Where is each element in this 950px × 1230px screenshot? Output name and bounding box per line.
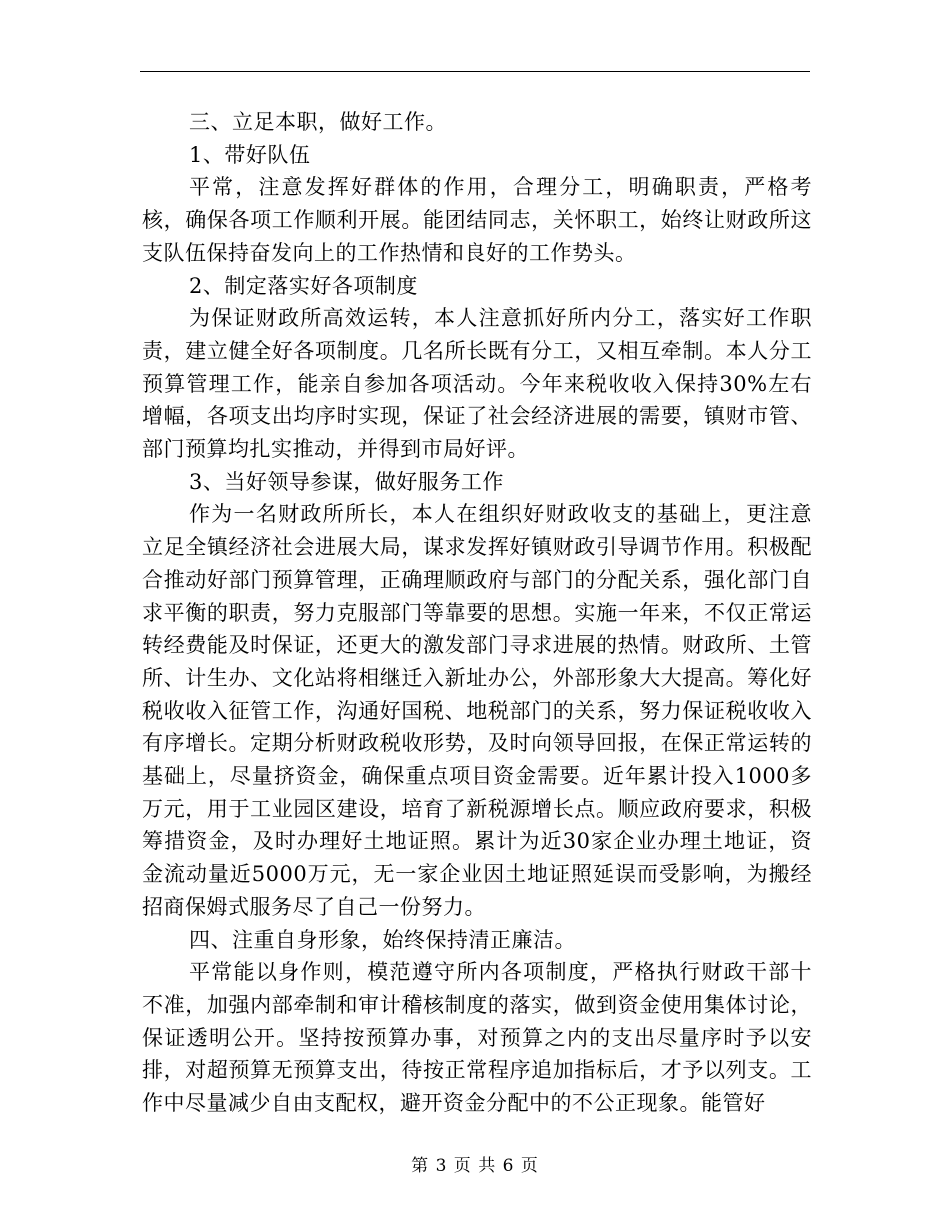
body-paragraph: 为保证财政所高效运转，本人注意抓好所内分工，落实好工作职责，建立健全好各项制度。几名所长既有分工，又相互牵制。本人分工预算管理工作，能亲自参加各项活动。今年来税收收入保持30%左右增幅，各项支出均序时实现，保证了社会经济进展的需要，镇财市管、部门预算均扎实推动，并得到市局好评。 [142, 306, 812, 462]
document-body [142, 106, 812, 1120]
subsection-heading: 3、当好领导参谋，做好服务工作 [189, 469, 504, 494]
page-number-footer: 第 3 页 共 6 页 [411, 1156, 539, 1176]
header-rule [140, 71, 810, 72]
section-heading: 四、注重自身形象，始终保持清正廉洁。 [189, 927, 576, 952]
section-heading: 三、立足本职，做好工作。 [189, 110, 447, 134]
body-paragraph: 平常能以身作则，模范遵守所内各项制度，严格执行财政干部十不准，加强内部牵制和审计稽核制度的落实，做到资金使用集体讨论，保证透明公开。坚持按预算办事，对预算之内的支出尽量序时予以安排，对超预算无预算支出，待按正常程序追加指标后，才予以列支。工作中尽量减少自由支配权，避开资金分配中的不公正现象。能管好 [142, 960, 812, 1116]
subsection-heading: 2、制定落实好各项制度 [189, 273, 418, 298]
body-paragraph: 平常，注意发挥好群体的作用，合理分工，明确职责，严格考核，确保各项工作顺利开展。能团结同志，关怀职工，始终让财政所这支队伍保持奋发向上的工作热情和良好的工作势头。 [142, 175, 812, 265]
body-paragraph: 作为一名财政所所长，本人在组织好财政收支的基础上，更注意立足全镇经济社会进展大局，谋求发挥好镇财政引导调节作用。积极配合推动好部门预算管理，正确理顺政府与部门的分配关系，强化部门自求平衡的职责，努力克服部门等靠要的思想。实施一年来，不仅正常运转经费能及时保证，还更大的激发部门寻求进展的热情。财政所、土管所、计生办、文化站将相继迁入新址办公，外部形象大大提高。筹化好税收收入征管工作，沟通好国税、地税部门的关系，努力保证税收收入有序增长。定期分析财政税收形势，及时向领导回报，在保正常运转的基础上，尽量挤资金，确保重点项目资金需要。近年累计投入1000多万元，用于工业园区建设，培育了新税源增长点。顺应政府要求，积极筹措资金，及时办理好土地证照。累计为近30家企业办理土地证，资金流动量近5000万元，无一家企业因土地证照延误而受影响，为搬经招商保姆式服务尽了自己一份努力。 [142, 502, 812, 919]
subsection-heading: 1、带好队伍 [189, 142, 311, 167]
